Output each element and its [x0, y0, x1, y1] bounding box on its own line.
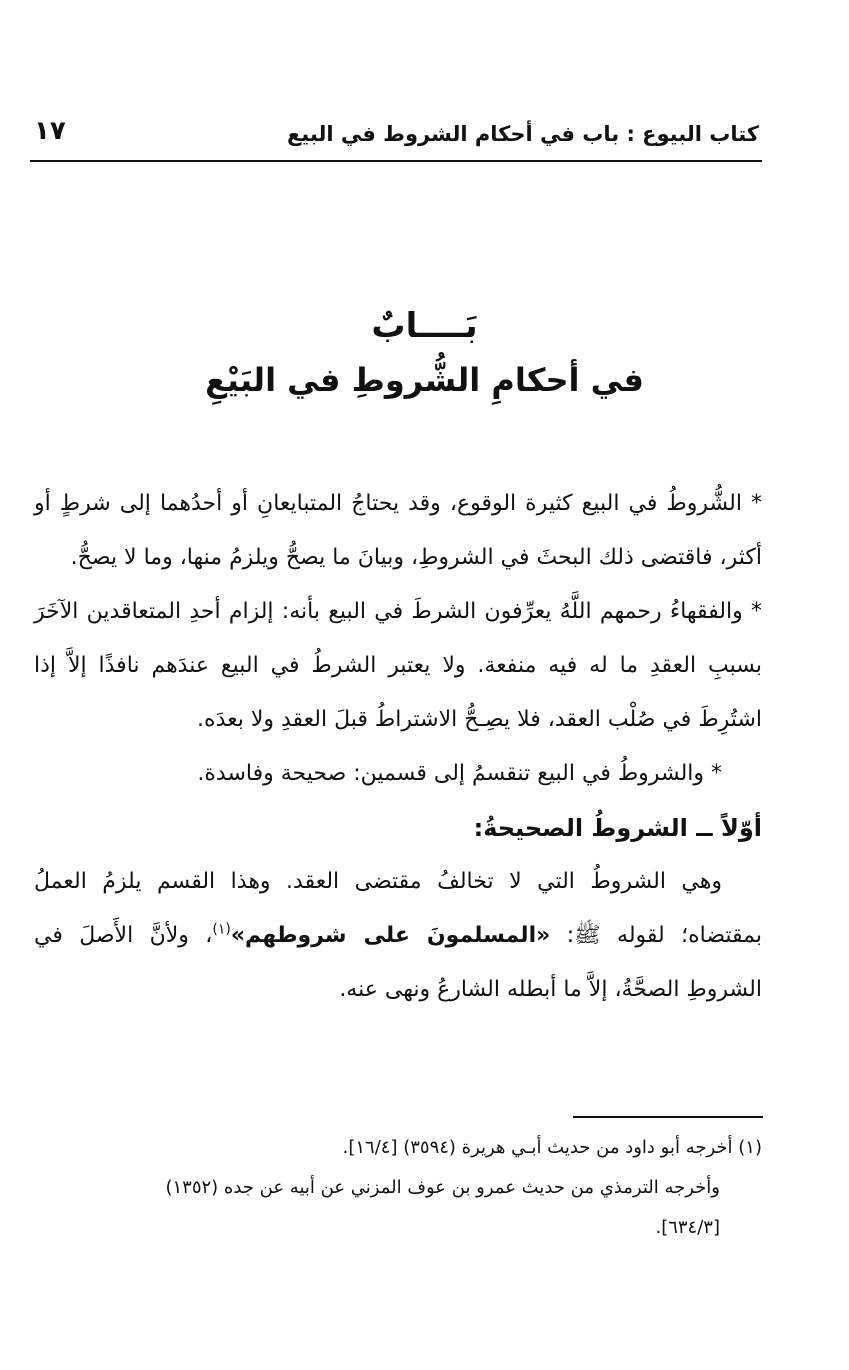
page-number: ١٧	[34, 116, 66, 146]
hadith-quote: «المسلمونَ على شروطهم»	[230, 923, 551, 948]
chapter-word: بَــــابٌ	[371, 306, 478, 346]
paragraph: * والشروطُ في البيع تنقسمُ إلى قسمين: صحيحة وفاسدة.	[197, 761, 722, 786]
section-heading: أوّلاً ــ الشروطُ الصحيحةُ:	[473, 814, 762, 842]
paragraph: * والفقهاءُ رحمهم اللَّهُ يعرِّفون الشرطَ في البيع بأنه: إلزام أحدِ المتعاقدين الآخَرَ بسببِ العقدِ ما له فيه منفعة. ولا يعتبر الشرطُ في البيع عندَهم نافذًا إلاَّ إذا اشتُرِطَ في صُلْب العقد، فلا يصِـحُّ الاشتراطُ قبلَ العقدِ ولا بعدَه.	[34, 599, 762, 732]
section-text-after-quote: ، ولأنَّ الأَصلَ في الشروطِ الصحَّةُ، إلاَّ ما أبطله الشارعُ ونهى عنه.	[34, 923, 762, 1002]
header-divider	[30, 160, 762, 162]
section-paragraph	[34, 855, 762, 1017]
footnote-line: وأخرجه الترمذي من حديث عمرو بن عوف المزني عن أبيه عن جده (١٣٥٢)	[165, 1177, 720, 1198]
footnote-line: (١) أخرجه أبو داود من حديث أبـي هريرة (٣٥٩٤) [١٦/٤].	[342, 1137, 762, 1158]
running-header-title: كتاب البيوع : باب في أحكام الشروط في البيع	[286, 122, 759, 146]
paragraph: * الشُّروطُ في البيع كثيرة الوقوع، وقد يحتاجُ المتبايعانِ أو أحدُهما إلى شرطٍ أو أكثر، فاقتضى ذلك البحثَ في الشروطِ، وبيانَ ما يصحُّ ويلزمُ منها، وما لا يصحُّ.	[34, 491, 762, 570]
footnote-divider	[573, 1116, 763, 1118]
footnotes	[40, 1128, 762, 1248]
footnote-line: [٦٣٤/٣].	[655, 1217, 720, 1238]
chapter-title: في أحكامِ الشُّروطِ في البَيْعِ	[205, 361, 644, 399]
section-text-before-quote: وهي الشروطُ التي لا تخالفُ مقتضى العقد. وهذا القسم يلزمُ العملُ بمقتضاه؛ لقوله ﷺ:	[34, 869, 763, 948]
footnote-marker[interactable]: (١)	[212, 921, 231, 938]
body-text	[34, 477, 762, 1017]
